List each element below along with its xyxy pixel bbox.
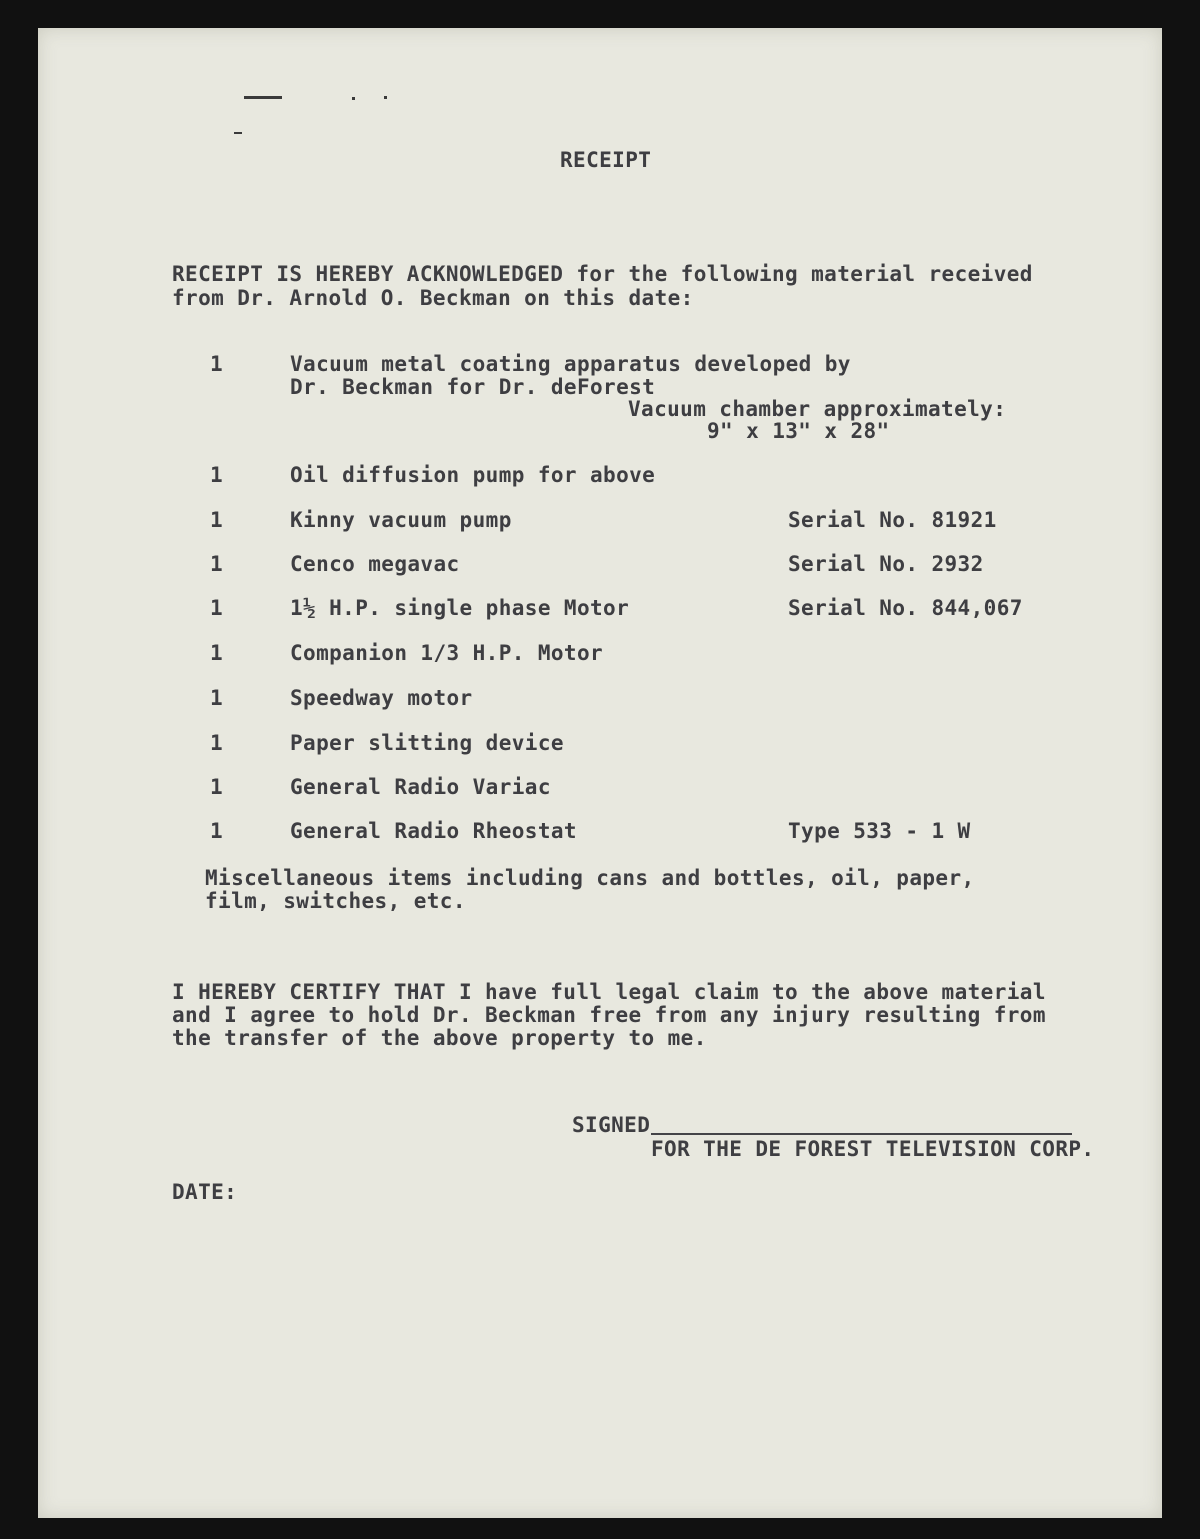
- receipt-page: [38, 28, 1162, 1518]
- signature-line: [651, 1133, 1072, 1135]
- item-desc: Kinny vacuum pump: [290, 508, 512, 532]
- item-desc: Cenco megavac: [290, 552, 460, 576]
- certify-line: and I agree to hold Dr. Beckman free from any injury resulting from: [172, 1003, 1046, 1027]
- item-qty: 1: [210, 352, 224, 376]
- stray-mark: [244, 96, 282, 99]
- misc-line: film, switches, etc.: [205, 889, 466, 913]
- certify-line: the transfer of the above property to me.: [172, 1026, 707, 1050]
- item-desc: Dr. Beckman for Dr. deForest: [290, 375, 656, 399]
- item-desc: General Radio Variac: [290, 775, 551, 799]
- item-desc: Companion 1/3 H.P. Motor: [290, 641, 604, 665]
- stray-mark: [234, 132, 242, 134]
- intro-line: from Dr. Arnold O. Beckman on this date:: [172, 286, 694, 310]
- item-qty: 1: [210, 731, 224, 755]
- item-desc: Oil diffusion pump for above: [290, 463, 656, 487]
- item-desc: Vacuum metal coating apparatus developed by: [290, 352, 851, 376]
- intro-line: RECEIPT IS HEREBY ACKNOWLEDGED for the following material received: [172, 262, 1033, 286]
- item-qty: 1: [210, 775, 224, 799]
- item-qty: 1: [210, 552, 224, 576]
- item-note: Serial No. 81921: [788, 508, 997, 532]
- item-note: Type 533 - 1 W: [788, 819, 971, 843]
- certify-line: I HEREBY CERTIFY THAT I have full legal claim to the above material: [172, 980, 1046, 1004]
- stray-mark: [352, 97, 355, 100]
- item-qty: 1: [210, 508, 224, 532]
- misc-line: Miscellaneous items including cans and bottles, oil, paper,: [205, 866, 975, 890]
- item-qty: 1: [210, 463, 224, 487]
- date-label: DATE:: [172, 1180, 238, 1204]
- item-desc: General Radio Rheostat: [290, 819, 577, 843]
- signed-label: SIGNED: [572, 1113, 651, 1137]
- item-qty: 1: [210, 819, 224, 843]
- item-note: Serial No. 844,067: [788, 596, 1023, 620]
- item-desc: Paper slitting device: [290, 731, 564, 755]
- item-qty: 1: [210, 596, 224, 620]
- receipt-title: RECEIPT: [560, 148, 652, 172]
- item-qty: 1: [210, 686, 224, 710]
- item-desc: Speedway motor: [290, 686, 473, 710]
- signed-for: FOR THE DE FOREST TELEVISION CORP.: [651, 1137, 1095, 1161]
- item-desc: 1½ H.P. single phase Motor: [290, 596, 630, 620]
- item-note: Vacuum chamber approximately:: [628, 397, 1007, 421]
- stray-mark: [384, 96, 387, 99]
- item-note: 9" x 13" x 28": [707, 419, 890, 443]
- item-note: Serial No. 2932: [788, 552, 984, 576]
- item-qty: 1: [210, 641, 224, 665]
